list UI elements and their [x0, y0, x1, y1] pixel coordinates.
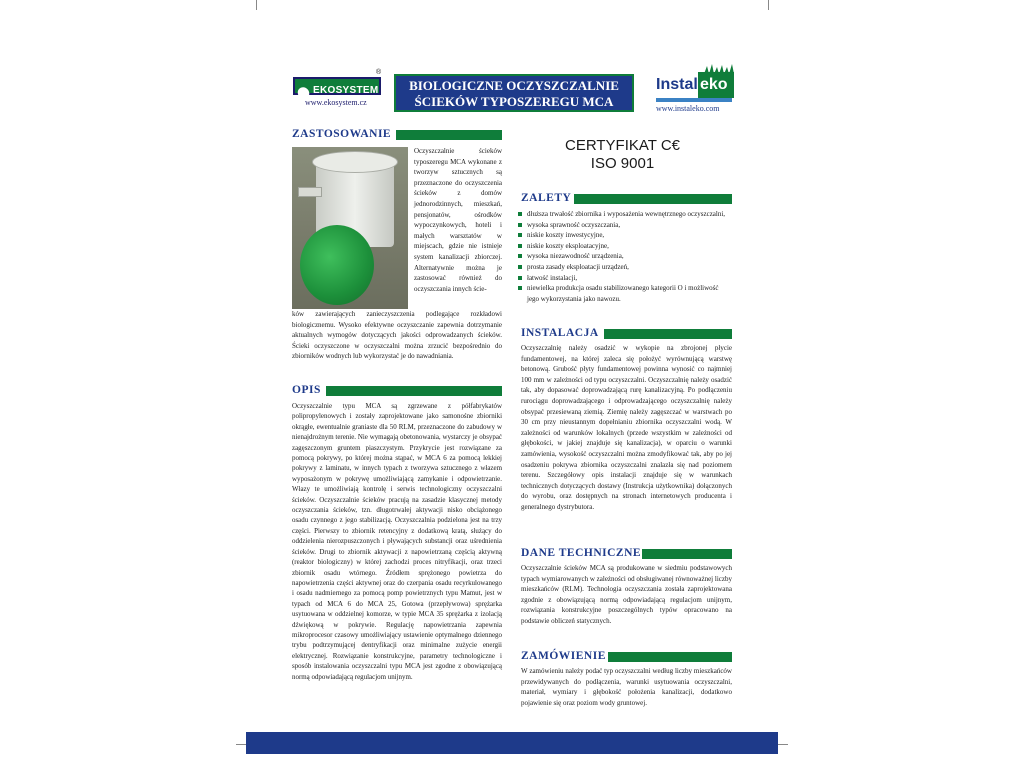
instaleko-url: www.instaleko.com — [656, 104, 720, 113]
title-line-2: ŚCIEKÓW TYPOSZEREGU MCA — [414, 94, 614, 109]
list-item: łatwość instalacji, — [518, 273, 732, 284]
certificate-ce: CERTYFIKAT C€ — [564, 137, 681, 154]
list-item: wysoka niezawodność urządzenia, — [518, 251, 732, 262]
list-item: prosta zasady eksploatacji urządzeń, — [518, 262, 732, 273]
section-divider — [642, 549, 732, 559]
tank-opening — [312, 151, 398, 173]
section-title-zamowienie: ZAMÓWIENIE — [521, 650, 606, 662]
green-lid — [300, 225, 374, 305]
list-item: dłuższa trwałość zbiornika i wyposażenia wewnętrznego oczyszczalni, — [518, 209, 732, 220]
crop-mark — [778, 744, 788, 745]
section-title-zastosowanie: ZASTOSOWANIE — [292, 128, 392, 140]
zastosowanie-text-narrow: Oczyszczalnie ścieków typoszeregu MCA wykonane z tworzyw sztucznych są przeznaczone do oczyszczenia ścieków z domów jednorodzinnych, mieszkań, pensjonatów, ośrodków wypoczynkowych, hoteli i małych warsztatów w miejscach, gdzie nie istnieje system kanalizacji zbiorczej. Alternatywnie można je zastosować również do oczyszczania innych ście- — [414, 147, 502, 293]
opis-text: Oczyszczalnie typu MCA są zgrzewane z półfabrykatów polipropylenowych i zostały zaprojektowane jako samonośne zbiorniki okrągłe, ewentualnie graniaste dla 50 RLM, przeznaczone do zabudowy w nienajdrożnym terenie. Nie wymagają obetonowania, wystarczy je obsypać zagęszczonym gruntem piaszczystym. Przykrycie jest rozwiązane za pomocą pokrywy, po której można stąpać, w MCA 6 za pomocą lekkiej pokrywy z laminatu, w innych typach z tworzywa sztucznego z włazem wyposażonym w pokrywę umożliwiającą zamykanie i odpowietrzanie. Włazy te umożliwiają kontrolę i serwis technologiczny oczyszczalni ścieków. Oczyszczalnie ścieków pracują na zasadzie klasycznej metody oczyszczania ścieków, tzn. długotrwałej aktywacji nisko obciążonego osadu czynnego z jego stabilizacją. Oczyszczalnia podzielona jest na trzy części. Pierwszy to zbiornik retencyjny z dodatkową kratą, służący do oddzielenia nierozpuszczonych i pływających substancji oraz uśrednienia ścieków. Drugi to zbiornik aktywacji z napowietrzaną częścią aktywną (reaktor biologiczny) w której zachodzi proces nitryfikacji, oraz trzeci zbiornik osadu wtórnego. Źródłem sprężonego powietrza do napowietrzenia części aktywnej oraz do czerpania osadu recyrkulowanego i osadu nadmiernego za pomocą pomp powietrznych typu Mamut, jest w typach od MCA 6 do MCA 25, Gotowa (przepływowa) sprężarka usytuowana w oddzielnej komorze, w typie MCA 35 sprężarka z izolacją dźwiękową w pokrywie. Regulację napowietrzania zapewnia mikroprocesor czasowy umożliwiający ustawienie optymalnego dziennego trybu podtrzymującej dentryfikacji oraz minimalne zużycie energii elektrycznej. Rozwiązanie konstrukcyjne, parametry technologiczne i sposób instalowania oczyszczalni typu MCA jest zgodne z obowiązującą normą odpowiadającą regulacjom unijnym. — [292, 402, 502, 681]
instaleko-logo — [654, 64, 736, 114]
section-divider — [574, 194, 732, 204]
ekosystem-logo — [293, 69, 385, 112]
certificate-block — [540, 137, 705, 173]
list-item: wysoka sprawność oczyszczania, — [518, 220, 732, 231]
title-line-1: BIOLOGICZNE OCZYSZCZALNIE — [409, 78, 619, 93]
section-divider — [604, 329, 732, 339]
list-item: niskie koszty inwestycyjne, — [518, 230, 732, 241]
section-divider — [396, 130, 502, 140]
advantages-list — [518, 209, 732, 304]
ekosystem-wordmark: EKOSYSTEM — [313, 85, 379, 96]
instaleko-wordmark-a: Instal — [656, 76, 698, 93]
list-item: niewielka produkcja osadu stabilizowanego kategorii O i możliwość jego wykorzystania jako nawozu. — [518, 283, 732, 304]
certificate-iso: ISO 9001 — [590, 155, 655, 172]
crop-mark — [768, 0, 769, 10]
tank-pipe — [298, 187, 322, 197]
ekosystem-url: www.ekosystem.cz — [305, 98, 367, 107]
registered-mark: ® — [376, 69, 382, 76]
section-title-opis: OPIS — [292, 384, 321, 396]
instaleko-wordmark-b: eko — [698, 72, 734, 98]
section-divider — [326, 386, 502, 396]
instalacja-text: Oczyszczalnię należy osadzić w wykopie na zbrojonej płycie fundamentowej, na której zaleca się położyć wyrównującą warstwę betonową. Grubość płyty fundamentowej powinna wynosić co najmniej 100 mm w zależności od typu oczyszczalni. Oczyszczalnię należy osadzić tak, aby dopasować doprowadzającą rurę kanalizacyjną. Po podłączeniu rurociągu doprowadzającego i odprowadzającego oczyszczalnię należy obsypać przesiewaną ziemią. Ziemię należy zagęszczać w warstwach po 30 cm przy nieustannym dopełnianiu zbiornika oczyszczalni wodą. W zależności od warunków lokalnych (przede wszystkim w zależności od głębokości, w jakiej znajduje się kanalizacja), w oparciu o warunki zamówienia, wysokość oczyszczalni można zmodyfikować tak, aby po jej osadzeniu pokrywa zbiornika oczyszczalni znalazła się nad poziomem terenu. Szczegółowy opis instalacji znajduje się w warunkach technicznych dotyczących dostawy (Instrukcja użytkownika) dołączonych do wyrobu, oraz dostępnych na stronach internetowych producenta i generalnego dystrybutora. — [521, 344, 732, 511]
list-item: niskie koszty eksploatacyjne, — [518, 241, 732, 252]
section-divider — [608, 652, 732, 662]
document-title — [394, 74, 634, 112]
zastosowanie-text-wide: ków zawierających zanieczyszczenia podlegające rozkładowi biologicznemu. Wysoko efektywne oczyszczanie zapewnia dotrzymanie aktualnych wymogów dotyczących jakości odprowadzanych ścieków. Ścieki oczyszczone w oczyszczalni można zrzucić bezpośrednio do zbiorników wodnych lub wykorzystać je do nawadniania. — [292, 310, 502, 361]
product-photo — [292, 147, 408, 309]
crop-mark — [236, 744, 246, 745]
section-title-zalety: ZALETY — [521, 192, 572, 204]
ekosystem-badge — [293, 77, 381, 95]
section-title-dane-techniczne: DANE TECHNICZNE — [521, 547, 642, 559]
dane-techniczne-text: Oczyszczalnie ścieków MCA są produkowane w siedmiu podstawowych typach wymiarowanych w zależności od obsługiwanej równoważnej liczby mieszkańców (RLM). Technologia oczyszczania została zaprojektowana zgodnie z obowiązującą normą odpowiadającą regulacjom unijnym, rozwiązania konstrukcyjne poszczególnych typów opracowano na podstawie obliczeń statycznych. — [521, 564, 732, 625]
footer-bar — [246, 732, 778, 754]
zamowienie-text: W zamówieniu należy podać typ oczyszczalni według liczby mieszkańców przewidywanych do podłączenia, warunki usytuowania oczyszczalni, materiał, wymiary i głębokość położenia kanalizacji, dodatkowo pojawienie się oraz poziom wody gruntowej. — [521, 667, 732, 707]
section-title-instalacja: INSTALACJA — [521, 327, 599, 339]
crop-mark — [256, 0, 257, 10]
water-waves-icon — [656, 98, 732, 102]
